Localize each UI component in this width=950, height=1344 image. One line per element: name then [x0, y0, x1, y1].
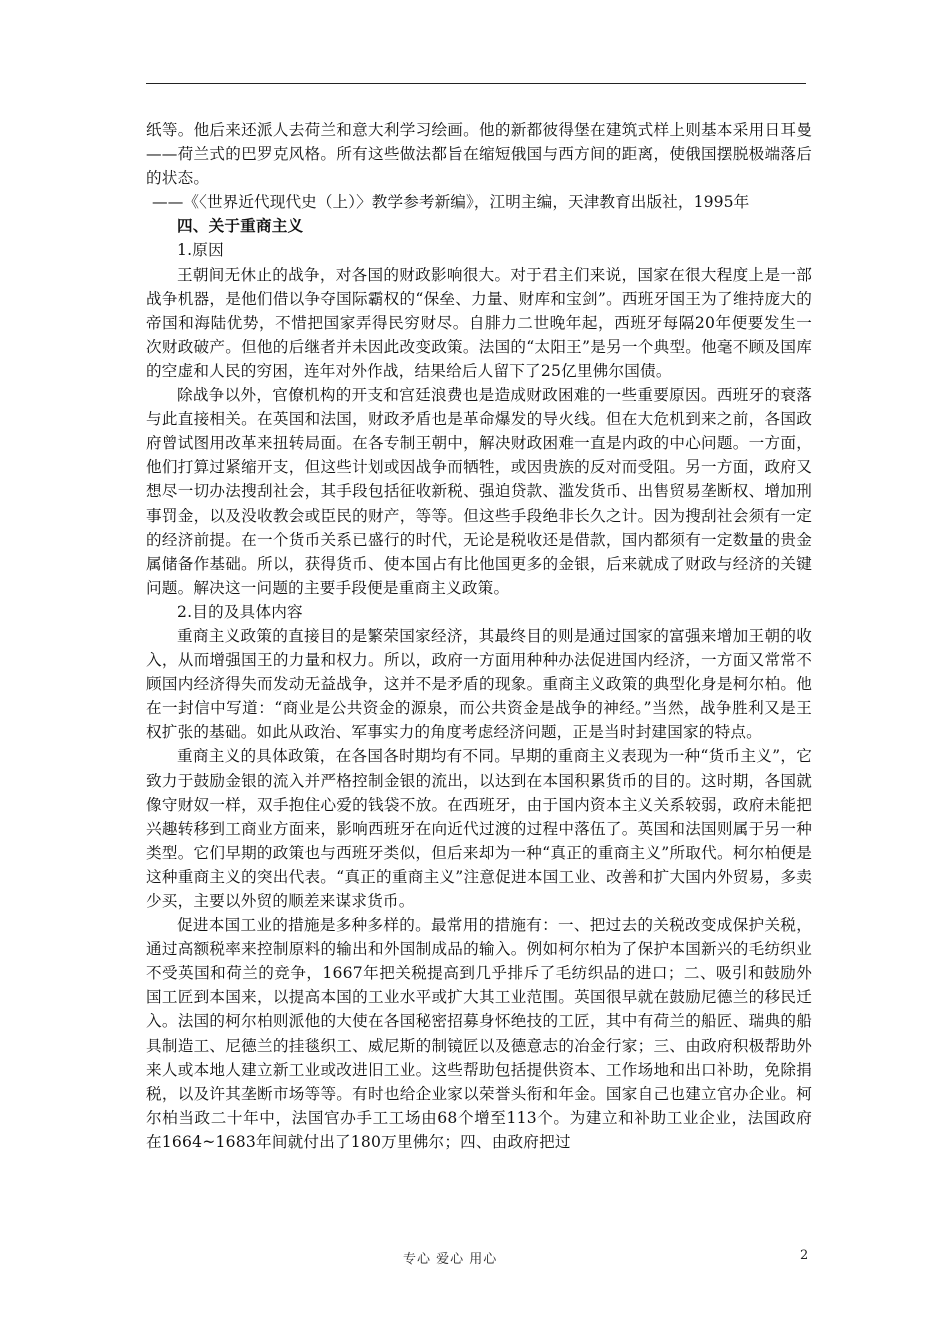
paragraph: 王朝间无休止的战争，对各国的财政影响很大。对于君主们来说，国家在很大程度上是一部战争机器，是他们借以争夺国际霸权的“保垒、力量、财库和宝剑”。西班牙国王为了维持庞大的帝国和海陆优势，不惜把国家弄得民穷财尽。自腓力二世晚年起，西班牙每隔20年便要发生一次财政破产。但他的后继者并未因此改变政策。法国的“太阳王”是另一个典型。他毫不顾及国库的空虚和人民的穷困，连年对外作战，结果给后人留下了25亿里佛尔国债。: [146, 265, 812, 380]
document-body: [146, 118, 812, 1154]
paragraph-continued: 纸等。他后来还派人去荷兰和意大利学习绘画。他的新都彼得堡在建筑式样上则基本采用日耳曼——荷兰式的巴罗克风格。所有这些做法都旨在缩短俄国与西方间的距离，使俄国摆脱极端落后的状态。: [146, 121, 812, 188]
citation: ——《〈世界近代现代史（上）〉教学参考新编》，江明主编，天津教育出版社，1995年: [152, 193, 750, 212]
page-number: 2: [800, 1248, 809, 1263]
subheading-causes: 1.原因: [177, 241, 224, 260]
section-heading: 四、关于重商主义: [177, 216, 304, 236]
header-rule: [146, 83, 806, 84]
paragraph: 除战争以外，官僚机构的开支和宫廷浪费也是造成财政困难的一些重要原因。西班牙的衰落与此直接相关。在英国和法国，财政矛盾也是革命爆发的导火线。但在大危机到来之前，各国政府曾试图用改革来扭转局面。在各专制王朝中，解决财政困难一直是内政的中心问题。一方面，他们打算过紧缩开支，但这些计划或因战争而牺牲，或因贵族的反对而受阻。另一方面，政府又想尽一切办法搜刮社会，其手段包括征收新税、强迫贷款、滥发货币、出售贸易垄断权、增加刑事罚金，以及没收教会或臣民的财产，等等。但这些手段绝非长久之计。因为搜刮社会须有一定的经济前提。在一个货币关系已盛行的时代，无论是税收还是借款，国内都须有一定数量的贵金属储备作基础。所以，获得货币、使本国占有比他国更多的金银，后来就成了财政与经济的关键问题。解决这一问题的主要手段便是重商主义政策。: [146, 386, 812, 597]
paragraph: 重商主义的具体政策，在各国各时期均有不同。早期的重商主义表现为一种“货币主义”，它致力于鼓励金银的流入并严格控制金银的流出，以达到在本国积累货币的目的。这时期，各国就像守财奴一样，双手抱住心爱的钱袋不放。在西班牙，由于国内资本主义关系较弱，政府未能把兴趣转移到工商业方面来，影响西班牙在向近代过渡的过程中落伍了。英国和法国则属于另一种类型。它们早期的政策也与西班牙类似，但后来却为一种“真正的重商主义”所取代。柯尔柏便是这种重商主义的突出代表。“真正的重商主义”注意促进本国工业、改善和扩大国内外贸易，多卖少买，主要以外贸的顺差来谋求货币。: [146, 747, 812, 910]
paragraph: 促进本国工业的措施是多种多样的。最常用的措施有：一、把过去的关税改变成保护关税，通过高额税率来控制原料的输出和外国制成品的输入。例如柯尔柏为了保护本国新兴的毛纺织业不受英国和荷兰的竞争，1667年把关税提高到几乎排斥了毛纺织品的进口；二、吸引和鼓励外国工匠到本国来，以提高本国的工业水平或扩大其工业范围。英国很早就在鼓励尼德兰的移民迁入。法国的柯尔柏则派他的大使在各国秘密招募身怀绝技的工匠，其中有荷兰的船匠、瑞典的船具制造工、尼德兰的挂毯织工、威尼斯的制镜匠以及德意志的冶金行家；三、由政府积极帮助外来人或本地人建立新工业或改进旧工业。这些帮助包括提供资本、工作场地和出口补助，免除捐税，以及许其垄断市场等等。有时也给企业家以荣誉头衔和年金。国家自己也建立官办企业。柯尔柏当政二十年中，法国官办手工工场由68个增至113个。为建立和补助工业企业，法国政府在1664~1683年间就付出了180万里佛尔；四、由政府把过: [146, 916, 812, 1151]
footer-motto: 专心 爱心 用心: [403, 1252, 498, 1267]
subheading-purpose: 2.目的及具体内容: [177, 602, 303, 621]
paragraph: 重商主义政策的直接目的是繁荣国家经济，其最终目的则是通过国家的富强来增加王朝的收入，从而增强国王的力量和权力。所以，政府一方面用种种办法促进国内经济，一方面又常常不顾国内经济得失而发动无益战争，这并不是矛盾的现象。重商主义政策的典型化身是柯尔柏。他在一封信中写道：“商业是公共资金的源泉，而公共资金是战争的神经。”当然，战争胜利又是王权扩张的基础。如此从政治、军事实力的角度考虑经济问题，正是当时封建国家的特点。: [146, 626, 812, 742]
